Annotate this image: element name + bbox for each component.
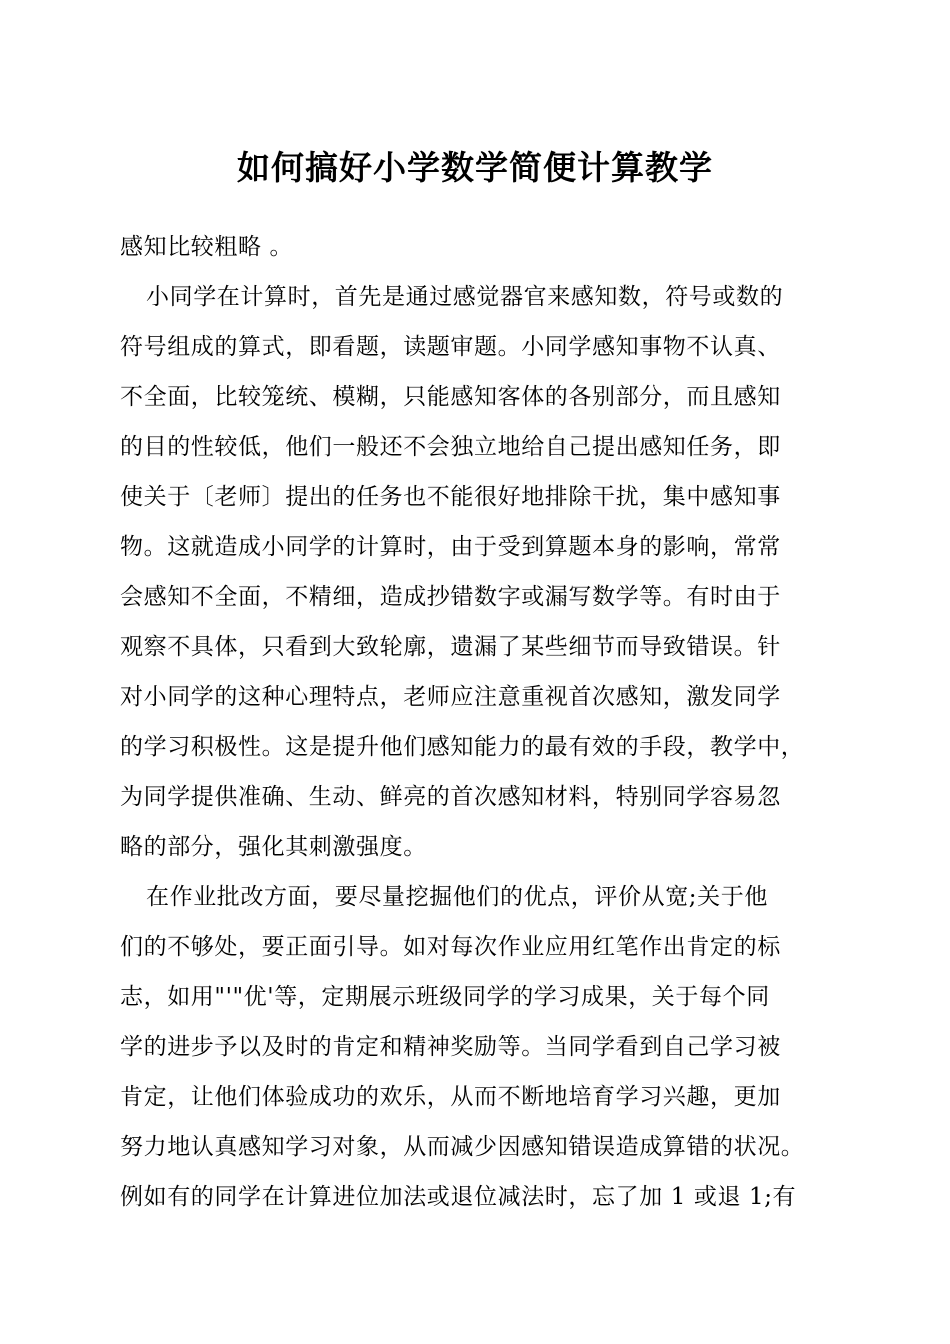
text-line: 为同学提供准确、生动、鲜亮的首次感知材料，特别同学容易忽: [120, 784, 781, 810]
text-line: 会感知不全面，不精细，造成抄错数字或漏写数学等。有时由于: [120, 584, 781, 610]
text-line: 观察不具体，只看到大致轮廓，遗漏了某些细节而导致错误。针: [120, 634, 781, 660]
text-line: 努力地认真感知学习对象，从而减少因感知错误造成算错的状况。: [120, 1134, 805, 1160]
document-title: 如何搞好小学数学简便计算教学: [237, 148, 713, 187]
text-line: 物。这就造成小同学的计算时，由于受到算题本身的影响，常常: [120, 534, 781, 560]
text-line: 使关于〔老师〕提出的任务也不能很好地排除干扰，集中感知事: [120, 484, 781, 510]
document-body: [120, 222, 860, 1222]
text-line: 符号组成的算式，即看题，读题审题。小同学感知事物不认真、: [120, 334, 781, 360]
text-line: 的目的性较低，他们一般还不会独立地给自己提出感知任务，即: [120, 434, 781, 460]
text-line: 们的不够处，要正面引导。如对每次作业应用红笔作出肯定的标: [120, 934, 781, 960]
text-line: 略的部分，强化其刺激强度。: [120, 834, 427, 860]
text-line: 的学习积极性。这是提升他们感知能力的最有效的手段，教学中，: [120, 734, 805, 760]
text-line: 小同学在计算时，首先是通过感觉器官来感知数，符号或数的: [146, 284, 784, 310]
text-line: 不全面，比较笼统、模糊，只能感知客体的各别部分，而且感知: [120, 384, 781, 410]
text-line: 肯定，让他们体验成功的欢乐，从而不断地培育学习兴趣，更加: [120, 1084, 781, 1110]
text-line: 感知比较粗略 。: [120, 234, 294, 260]
text-line: 例如有的同学在计算进位加法或退位减法时，忘了加 1 或退 1;有: [120, 1184, 797, 1210]
text-line: 志，如用"'"优'等，定期展示班级同学的学习成果，关于每个同: [120, 984, 770, 1010]
text-line: 对小同学的这种心理特点，老师应注意重视首次感知，激发同学: [120, 684, 781, 710]
text-line: 在作业批改方面，要尽量挖掘他们的优点，评价从宽;关于他: [146, 884, 768, 910]
text-line: 学的进步予以及时的肯定和精神奖励等。当同学看到自己学习被: [120, 1034, 781, 1060]
